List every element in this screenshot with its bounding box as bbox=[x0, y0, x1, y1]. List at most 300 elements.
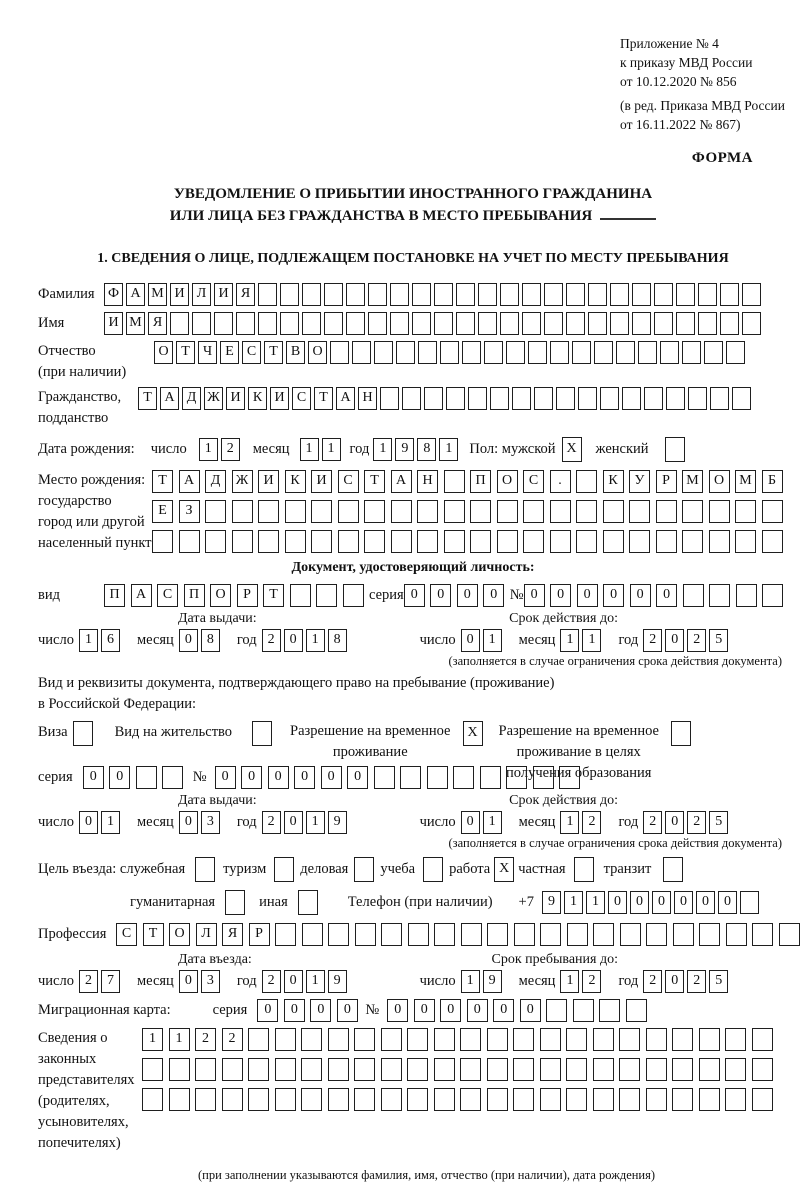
char-cell[interactable]: 7 bbox=[101, 970, 120, 993]
char-cell[interactable]: 1 bbox=[461, 970, 480, 993]
char-cell[interactable]: Т bbox=[364, 470, 385, 493]
char-cell[interactable] bbox=[374, 341, 393, 364]
char-cell[interactable] bbox=[603, 530, 624, 553]
char-cell[interactable]: . bbox=[550, 470, 571, 493]
char-cell[interactable] bbox=[572, 341, 591, 364]
char-cell[interactable] bbox=[599, 999, 620, 1022]
char-cell[interactable]: 0 bbox=[268, 766, 289, 789]
char-cell[interactable]: 0 bbox=[109, 766, 130, 789]
char-cell[interactable] bbox=[735, 500, 756, 523]
char-cell[interactable]: 0 bbox=[179, 629, 198, 652]
char-cell[interactable] bbox=[400, 766, 421, 789]
char-cell[interactable]: 1 bbox=[101, 811, 120, 834]
char-cell[interactable] bbox=[407, 1028, 428, 1051]
char-cell[interactable] bbox=[214, 312, 233, 335]
char-cell[interactable] bbox=[352, 341, 371, 364]
char-cell[interactable] bbox=[646, 1088, 667, 1111]
char-cell[interactable]: 0 bbox=[215, 766, 236, 789]
char-cell[interactable] bbox=[752, 1088, 773, 1111]
char-cell[interactable] bbox=[497, 500, 518, 523]
char-cell[interactable]: 0 bbox=[321, 766, 342, 789]
char-cell[interactable]: 1 bbox=[560, 970, 579, 993]
char-cell[interactable] bbox=[762, 500, 783, 523]
char-cell[interactable]: Я bbox=[236, 283, 255, 306]
char-cell[interactable] bbox=[683, 584, 704, 607]
char-cell[interactable] bbox=[195, 1088, 216, 1111]
char-cell[interactable] bbox=[573, 999, 594, 1022]
char-cell[interactable] bbox=[205, 500, 226, 523]
char-cell[interactable] bbox=[752, 1028, 773, 1051]
humanitarian-checkbox[interactable] bbox=[225, 890, 245, 915]
char-cell[interactable]: 5 bbox=[709, 970, 728, 993]
char-cell[interactable]: Я bbox=[222, 923, 243, 946]
char-cell[interactable]: Т bbox=[138, 387, 157, 410]
char-cell[interactable] bbox=[699, 1058, 720, 1081]
char-cell[interactable] bbox=[170, 312, 189, 335]
char-cell[interactable]: Е bbox=[220, 341, 239, 364]
char-cell[interactable] bbox=[248, 1028, 269, 1051]
char-cell[interactable]: 2 bbox=[687, 629, 706, 652]
char-cell[interactable] bbox=[646, 1058, 667, 1081]
char-cell[interactable]: О bbox=[210, 584, 231, 607]
char-cell[interactable] bbox=[644, 387, 663, 410]
char-cell[interactable]: 3 bbox=[201, 811, 220, 834]
char-cell[interactable] bbox=[540, 1058, 561, 1081]
char-cell[interactable]: А bbox=[126, 283, 145, 306]
char-cell[interactable]: Т bbox=[263, 584, 284, 607]
char-cell[interactable] bbox=[559, 766, 580, 789]
char-cell[interactable] bbox=[762, 584, 783, 607]
char-cell[interactable] bbox=[301, 1028, 322, 1051]
study-checkbox[interactable] bbox=[423, 857, 443, 882]
char-cell[interactable] bbox=[726, 923, 747, 946]
char-cell[interactable] bbox=[179, 530, 200, 553]
char-cell[interactable] bbox=[646, 1028, 667, 1051]
char-cell[interactable] bbox=[710, 387, 729, 410]
char-cell[interactable] bbox=[381, 1058, 402, 1081]
char-cell[interactable]: 2 bbox=[687, 811, 706, 834]
char-cell[interactable] bbox=[192, 312, 211, 335]
char-cell[interactable] bbox=[275, 923, 296, 946]
char-cell[interactable] bbox=[682, 500, 703, 523]
char-cell[interactable] bbox=[205, 530, 226, 553]
char-cell[interactable]: 0 bbox=[179, 970, 198, 993]
char-cell[interactable] bbox=[460, 1058, 481, 1081]
char-cell[interactable] bbox=[540, 1088, 561, 1111]
char-cell[interactable] bbox=[497, 530, 518, 553]
char-cell[interactable]: В bbox=[286, 341, 305, 364]
char-cell[interactable] bbox=[381, 1088, 402, 1111]
char-cell[interactable] bbox=[328, 1088, 349, 1111]
char-cell[interactable]: Б bbox=[762, 470, 783, 493]
char-cell[interactable]: О bbox=[154, 341, 173, 364]
char-cell[interactable] bbox=[338, 530, 359, 553]
char-cell[interactable]: Д bbox=[205, 470, 226, 493]
char-cell[interactable] bbox=[354, 1028, 375, 1051]
char-cell[interactable]: 1 bbox=[483, 811, 502, 834]
char-cell[interactable]: 3 bbox=[201, 970, 220, 993]
char-cell[interactable] bbox=[622, 387, 641, 410]
char-cell[interactable]: С bbox=[242, 341, 261, 364]
sex-female-checkbox[interactable] bbox=[665, 437, 685, 462]
char-cell[interactable] bbox=[629, 500, 650, 523]
char-cell[interactable]: К bbox=[285, 470, 306, 493]
char-cell[interactable] bbox=[588, 312, 607, 335]
char-cell[interactable]: 9 bbox=[542, 891, 561, 914]
char-cell[interactable]: 0 bbox=[665, 811, 684, 834]
work-checkbox[interactable]: X bbox=[494, 857, 514, 882]
char-cell[interactable] bbox=[417, 500, 438, 523]
char-cell[interactable]: И bbox=[170, 283, 189, 306]
char-cell[interactable] bbox=[576, 500, 597, 523]
char-cell[interactable] bbox=[311, 500, 332, 523]
char-cell[interactable] bbox=[500, 283, 519, 306]
char-cell[interactable]: 1 bbox=[169, 1028, 190, 1051]
char-cell[interactable]: 0 bbox=[257, 999, 278, 1022]
char-cell[interactable] bbox=[324, 283, 343, 306]
char-cell[interactable] bbox=[248, 1058, 269, 1081]
char-cell[interactable]: 9 bbox=[328, 811, 347, 834]
char-cell[interactable]: Е bbox=[152, 500, 173, 523]
char-cell[interactable] bbox=[709, 500, 730, 523]
char-cell[interactable] bbox=[556, 387, 575, 410]
char-cell[interactable] bbox=[654, 312, 673, 335]
char-cell[interactable] bbox=[699, 923, 720, 946]
char-cell[interactable] bbox=[578, 387, 597, 410]
char-cell[interactable] bbox=[487, 923, 508, 946]
char-cell[interactable] bbox=[232, 500, 253, 523]
char-cell[interactable] bbox=[660, 341, 679, 364]
char-cell[interactable] bbox=[567, 923, 588, 946]
char-cell[interactable]: Т bbox=[143, 923, 164, 946]
char-cell[interactable] bbox=[162, 766, 183, 789]
char-cell[interactable]: Ж bbox=[204, 387, 223, 410]
char-cell[interactable]: 0 bbox=[179, 811, 198, 834]
char-cell[interactable]: С bbox=[523, 470, 544, 493]
char-cell[interactable]: 0 bbox=[284, 629, 303, 652]
char-cell[interactable] bbox=[434, 1088, 455, 1111]
char-cell[interactable]: 0 bbox=[310, 999, 331, 1022]
char-cell[interactable] bbox=[434, 283, 453, 306]
char-cell[interactable] bbox=[736, 584, 757, 607]
char-cell[interactable] bbox=[513, 1028, 534, 1051]
char-cell[interactable]: С bbox=[116, 923, 137, 946]
char-cell[interactable] bbox=[566, 283, 585, 306]
char-cell[interactable] bbox=[506, 341, 525, 364]
tourism-checkbox[interactable] bbox=[274, 857, 294, 882]
char-cell[interactable]: И bbox=[214, 283, 233, 306]
char-cell[interactable] bbox=[346, 283, 365, 306]
char-cell[interactable] bbox=[290, 584, 311, 607]
char-cell[interactable] bbox=[632, 283, 651, 306]
char-cell[interactable]: 0 bbox=[457, 584, 478, 607]
char-cell[interactable]: 0 bbox=[284, 999, 305, 1022]
char-cell[interactable] bbox=[169, 1088, 190, 1111]
char-cell[interactable] bbox=[407, 1058, 428, 1081]
char-cell[interactable] bbox=[328, 923, 349, 946]
char-cell[interactable] bbox=[460, 1028, 481, 1051]
char-cell[interactable]: О bbox=[709, 470, 730, 493]
char-cell[interactable] bbox=[672, 1088, 693, 1111]
char-cell[interactable] bbox=[470, 500, 491, 523]
char-cell[interactable]: 0 bbox=[79, 811, 98, 834]
char-cell[interactable] bbox=[698, 312, 717, 335]
char-cell[interactable] bbox=[610, 283, 629, 306]
char-cell[interactable] bbox=[619, 1088, 640, 1111]
char-cell[interactable] bbox=[594, 341, 613, 364]
char-cell[interactable]: 9 bbox=[395, 438, 414, 461]
char-cell[interactable] bbox=[544, 312, 563, 335]
char-cell[interactable]: 1 bbox=[142, 1028, 163, 1051]
char-cell[interactable]: 0 bbox=[493, 999, 514, 1022]
char-cell[interactable] bbox=[566, 1088, 587, 1111]
char-cell[interactable]: 9 bbox=[483, 970, 502, 993]
char-cell[interactable] bbox=[626, 999, 647, 1022]
char-cell[interactable]: 0 bbox=[461, 811, 480, 834]
char-cell[interactable] bbox=[354, 1058, 375, 1081]
char-cell[interactable] bbox=[566, 1058, 587, 1081]
char-cell[interactable] bbox=[444, 470, 465, 493]
char-cell[interactable] bbox=[676, 283, 695, 306]
char-cell[interactable] bbox=[258, 530, 279, 553]
char-cell[interactable] bbox=[522, 283, 541, 306]
char-cell[interactable]: 8 bbox=[328, 629, 347, 652]
business-checkbox[interactable] bbox=[354, 857, 374, 882]
char-cell[interactable] bbox=[779, 923, 800, 946]
char-cell[interactable] bbox=[593, 1088, 614, 1111]
char-cell[interactable]: О bbox=[169, 923, 190, 946]
char-cell[interactable] bbox=[412, 312, 431, 335]
char-cell[interactable] bbox=[513, 1058, 534, 1081]
char-cell[interactable]: Т bbox=[314, 387, 333, 410]
char-cell[interactable]: 0 bbox=[520, 999, 541, 1022]
char-cell[interactable] bbox=[610, 312, 629, 335]
char-cell[interactable] bbox=[302, 312, 321, 335]
char-cell[interactable] bbox=[487, 1088, 508, 1111]
char-cell[interactable] bbox=[672, 1058, 693, 1081]
char-cell[interactable] bbox=[417, 530, 438, 553]
transit-checkbox[interactable] bbox=[663, 857, 683, 882]
char-cell[interactable] bbox=[490, 387, 509, 410]
char-cell[interactable] bbox=[460, 1088, 481, 1111]
char-cell[interactable]: 1 bbox=[560, 629, 579, 652]
char-cell[interactable]: 0 bbox=[550, 584, 571, 607]
char-cell[interactable] bbox=[666, 387, 685, 410]
char-cell[interactable]: К bbox=[603, 470, 624, 493]
char-cell[interactable]: И bbox=[258, 470, 279, 493]
char-cell[interactable]: Т bbox=[264, 341, 283, 364]
char-cell[interactable]: О bbox=[308, 341, 327, 364]
char-cell[interactable]: 1 bbox=[306, 629, 325, 652]
char-cell[interactable] bbox=[461, 923, 482, 946]
char-cell[interactable]: П bbox=[104, 584, 125, 607]
char-cell[interactable] bbox=[533, 766, 554, 789]
char-cell[interactable]: 0 bbox=[440, 999, 461, 1022]
char-cell[interactable]: А bbox=[179, 470, 200, 493]
char-cell[interactable] bbox=[603, 500, 624, 523]
char-cell[interactable] bbox=[638, 341, 657, 364]
char-cell[interactable] bbox=[629, 530, 650, 553]
char-cell[interactable]: 2 bbox=[195, 1028, 216, 1051]
char-cell[interactable] bbox=[258, 500, 279, 523]
char-cell[interactable] bbox=[285, 500, 306, 523]
char-cell[interactable] bbox=[444, 500, 465, 523]
char-cell[interactable] bbox=[540, 923, 561, 946]
char-cell[interactable] bbox=[620, 923, 641, 946]
char-cell[interactable]: А bbox=[160, 387, 179, 410]
char-cell[interactable]: С bbox=[157, 584, 178, 607]
char-cell[interactable]: А bbox=[391, 470, 412, 493]
char-cell[interactable]: 0 bbox=[347, 766, 368, 789]
char-cell[interactable] bbox=[725, 1058, 746, 1081]
char-cell[interactable] bbox=[390, 283, 409, 306]
char-cell[interactable]: Л bbox=[192, 283, 211, 306]
char-cell[interactable] bbox=[381, 923, 402, 946]
char-cell[interactable] bbox=[407, 1088, 428, 1111]
char-cell[interactable]: Л bbox=[196, 923, 217, 946]
char-cell[interactable]: Я bbox=[148, 312, 167, 335]
char-cell[interactable] bbox=[301, 1088, 322, 1111]
char-cell[interactable]: Т bbox=[176, 341, 195, 364]
char-cell[interactable] bbox=[593, 1058, 614, 1081]
char-cell[interactable] bbox=[762, 530, 783, 553]
char-cell[interactable]: 0 bbox=[241, 766, 262, 789]
char-cell[interactable]: Ч bbox=[198, 341, 217, 364]
char-cell[interactable] bbox=[368, 312, 387, 335]
char-cell[interactable] bbox=[576, 470, 597, 493]
char-cell[interactable] bbox=[725, 1088, 746, 1111]
char-cell[interactable] bbox=[328, 1058, 349, 1081]
char-cell[interactable] bbox=[434, 1028, 455, 1051]
char-cell[interactable] bbox=[523, 500, 544, 523]
char-cell[interactable]: Т bbox=[152, 470, 173, 493]
char-cell[interactable]: 2 bbox=[582, 970, 601, 993]
char-cell[interactable]: 0 bbox=[630, 891, 649, 914]
char-cell[interactable]: 1 bbox=[79, 629, 98, 652]
temp-residence-edu-checkbox[interactable] bbox=[671, 721, 691, 746]
char-cell[interactable] bbox=[453, 766, 474, 789]
char-cell[interactable]: 1 bbox=[306, 970, 325, 993]
char-cell[interactable]: 1 bbox=[483, 629, 502, 652]
char-cell[interactable]: 5 bbox=[709, 629, 728, 652]
char-cell[interactable] bbox=[480, 766, 501, 789]
char-cell[interactable] bbox=[487, 1058, 508, 1081]
char-cell[interactable]: 1 bbox=[564, 891, 583, 914]
char-cell[interactable]: 2 bbox=[79, 970, 98, 993]
char-cell[interactable] bbox=[709, 530, 730, 553]
char-cell[interactable] bbox=[478, 283, 497, 306]
char-cell[interactable]: М bbox=[126, 312, 145, 335]
char-cell[interactable]: 6 bbox=[101, 629, 120, 652]
char-cell[interactable] bbox=[354, 1088, 375, 1111]
purpose-official-checkbox[interactable] bbox=[195, 857, 215, 882]
char-cell[interactable] bbox=[726, 341, 745, 364]
char-cell[interactable] bbox=[462, 341, 481, 364]
char-cell[interactable] bbox=[742, 283, 761, 306]
char-cell[interactable]: И bbox=[311, 470, 332, 493]
char-cell[interactable] bbox=[478, 312, 497, 335]
char-cell[interactable]: У bbox=[629, 470, 650, 493]
char-cell[interactable]: 0 bbox=[284, 811, 303, 834]
char-cell[interactable] bbox=[619, 1058, 640, 1081]
sex-male-checkbox[interactable]: X bbox=[562, 437, 582, 462]
char-cell[interactable]: 0 bbox=[284, 970, 303, 993]
char-cell[interactable]: 0 bbox=[337, 999, 358, 1022]
char-cell[interactable] bbox=[732, 387, 751, 410]
char-cell[interactable] bbox=[468, 387, 487, 410]
char-cell[interactable] bbox=[752, 923, 773, 946]
char-cell[interactable] bbox=[440, 341, 459, 364]
char-cell[interactable] bbox=[390, 312, 409, 335]
char-cell[interactable]: Ф bbox=[104, 283, 123, 306]
char-cell[interactable] bbox=[258, 283, 277, 306]
char-cell[interactable] bbox=[346, 312, 365, 335]
char-cell[interactable]: 0 bbox=[665, 970, 684, 993]
char-cell[interactable]: 1 bbox=[586, 891, 605, 914]
char-cell[interactable] bbox=[720, 312, 739, 335]
char-cell[interactable]: П bbox=[470, 470, 491, 493]
char-cell[interactable] bbox=[275, 1088, 296, 1111]
char-cell[interactable] bbox=[600, 387, 619, 410]
char-cell[interactable]: 2 bbox=[643, 811, 662, 834]
char-cell[interactable]: 0 bbox=[430, 584, 451, 607]
char-cell[interactable]: А bbox=[131, 584, 152, 607]
char-cell[interactable] bbox=[656, 500, 677, 523]
char-cell[interactable] bbox=[593, 1028, 614, 1051]
char-cell[interactable]: 0 bbox=[524, 584, 545, 607]
char-cell[interactable] bbox=[616, 341, 635, 364]
char-cell[interactable] bbox=[142, 1088, 163, 1111]
char-cell[interactable] bbox=[544, 283, 563, 306]
char-cell[interactable]: 0 bbox=[665, 629, 684, 652]
char-cell[interactable]: М bbox=[682, 470, 703, 493]
char-cell[interactable] bbox=[275, 1028, 296, 1051]
char-cell[interactable] bbox=[258, 312, 277, 335]
char-cell[interactable] bbox=[484, 341, 503, 364]
char-cell[interactable] bbox=[446, 387, 465, 410]
char-cell[interactable] bbox=[725, 1028, 746, 1051]
char-cell[interactable] bbox=[396, 341, 415, 364]
char-cell[interactable] bbox=[391, 500, 412, 523]
char-cell[interactable] bbox=[355, 923, 376, 946]
char-cell[interactable] bbox=[275, 1058, 296, 1081]
char-cell[interactable] bbox=[302, 923, 323, 946]
char-cell[interactable] bbox=[418, 341, 437, 364]
char-cell[interactable]: Р bbox=[656, 470, 677, 493]
char-cell[interactable] bbox=[566, 1028, 587, 1051]
char-cell[interactable] bbox=[402, 387, 421, 410]
char-cell[interactable]: 0 bbox=[414, 999, 435, 1022]
char-cell[interactable]: С bbox=[292, 387, 311, 410]
char-cell[interactable] bbox=[364, 500, 385, 523]
char-cell[interactable]: З bbox=[179, 500, 200, 523]
char-cell[interactable]: 9 bbox=[328, 970, 347, 993]
char-cell[interactable] bbox=[222, 1058, 243, 1081]
char-cell[interactable]: 0 bbox=[652, 891, 671, 914]
char-cell[interactable] bbox=[248, 1088, 269, 1111]
char-cell[interactable] bbox=[550, 530, 571, 553]
char-cell[interactable]: 0 bbox=[467, 999, 488, 1022]
char-cell[interactable] bbox=[456, 283, 475, 306]
char-cell[interactable]: Ж bbox=[232, 470, 253, 493]
char-cell[interactable]: 1 bbox=[306, 811, 325, 834]
char-cell[interactable]: 2 bbox=[222, 1028, 243, 1051]
residence-permit-checkbox[interactable] bbox=[252, 721, 272, 746]
temp-residence-checkbox[interactable]: X bbox=[463, 721, 483, 746]
char-cell[interactable]: И bbox=[270, 387, 289, 410]
char-cell[interactable]: 1 bbox=[439, 438, 458, 461]
char-cell[interactable]: 2 bbox=[582, 811, 601, 834]
